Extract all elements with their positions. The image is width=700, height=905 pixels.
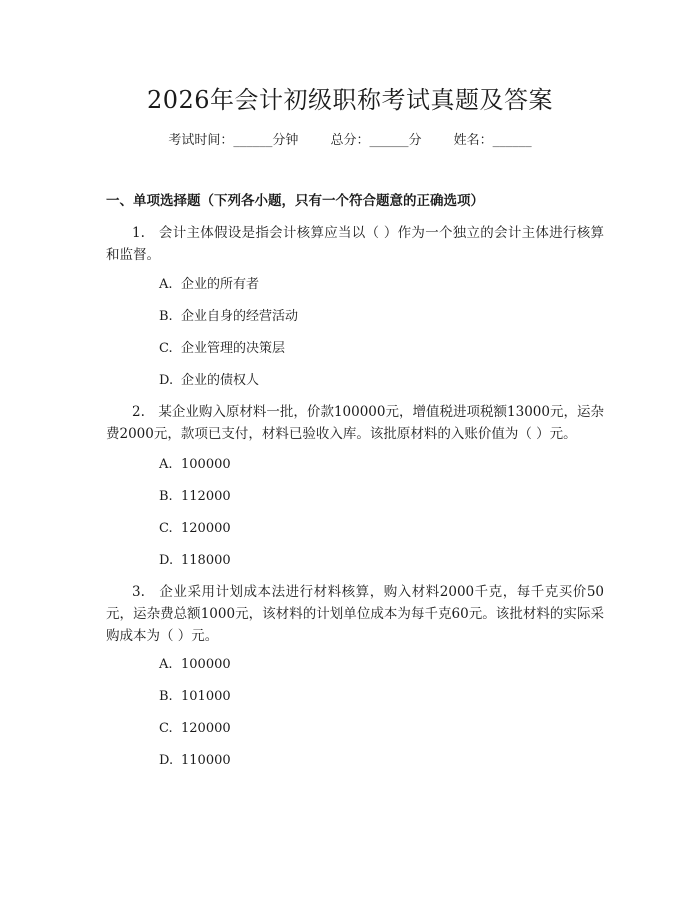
option-letter: A. (159, 657, 173, 672)
question-1-option-c (159, 339, 285, 359)
exam-time-field: 考试时间：______分钟 (168, 133, 299, 148)
option-text: 企业自身的经营活动 (181, 309, 299, 324)
option-letter: A. (159, 457, 173, 472)
option-letter: D. (159, 753, 174, 768)
question-1-option-b (159, 307, 298, 327)
option-text: 企业管理的决策层 (181, 341, 286, 356)
question-3-option-a (159, 655, 231, 675)
document-title: 2026年会计初级职称考试真题及答案 (146, 86, 554, 114)
option-text: 112000 (181, 489, 231, 504)
option-letter: B. (159, 689, 173, 704)
question-2-option-d (159, 551, 231, 571)
option-text: 企业的债权人 (181, 373, 260, 388)
option-letter: B. (159, 309, 173, 324)
option-letter: C. (159, 521, 173, 536)
option-text: 118000 (181, 553, 231, 568)
option-letter: D. (159, 373, 174, 388)
option-text: 100000 (181, 457, 231, 472)
total-score-field: 总分：______分 (330, 133, 422, 148)
option-text: 120000 (181, 721, 231, 736)
question-3-option-d (159, 751, 231, 771)
section-heading: 一、单项选择题（下列各小题，只有一个符合题意的正确选项） (106, 193, 484, 209)
option-letter: C. (159, 341, 173, 356)
question-3-option-c (159, 719, 231, 739)
option-letter: D. (159, 553, 174, 568)
option-text: 101000 (181, 689, 231, 704)
question-1-option-d (159, 371, 259, 391)
question-1-option-a (159, 275, 259, 295)
option-text: 120000 (181, 521, 231, 536)
option-letter: C. (159, 721, 173, 736)
option-letter: B. (159, 489, 173, 504)
question-1-text: 1. 会计主体假设是指会计核算应当以（ ）作为一个独立的会计主体进行核算和监督。 (106, 225, 604, 263)
option-text: 企业的所有者 (181, 277, 260, 292)
option-text: 110000 (181, 753, 231, 768)
student-name-field: 姓名：______ (453, 133, 532, 148)
question-3-option-b (159, 687, 231, 707)
question-2-option-b (159, 487, 231, 507)
question-2-option-a (159, 455, 231, 475)
question-2-text: 2. 某企业购入原材料一批，价款100000元，增值税进项税额13000元，运杂费2000元，款项已支付，材料已验收入库。该批原材料的入账价值为（ ）元。 (106, 404, 604, 442)
exam-info-line (0, 131, 700, 151)
question-2-option-c (159, 519, 231, 539)
option-letter: A. (159, 277, 173, 292)
option-text: 100000 (181, 657, 231, 672)
question-3-text: 3. 企业采用计划成本法进行材料核算，购入材料2000千克，每千克买价50元，运杂费总额1000元，该材料的计划单位成本为每千克60元。该批材料的实际采购成本为（ ）元。 (106, 584, 604, 644)
